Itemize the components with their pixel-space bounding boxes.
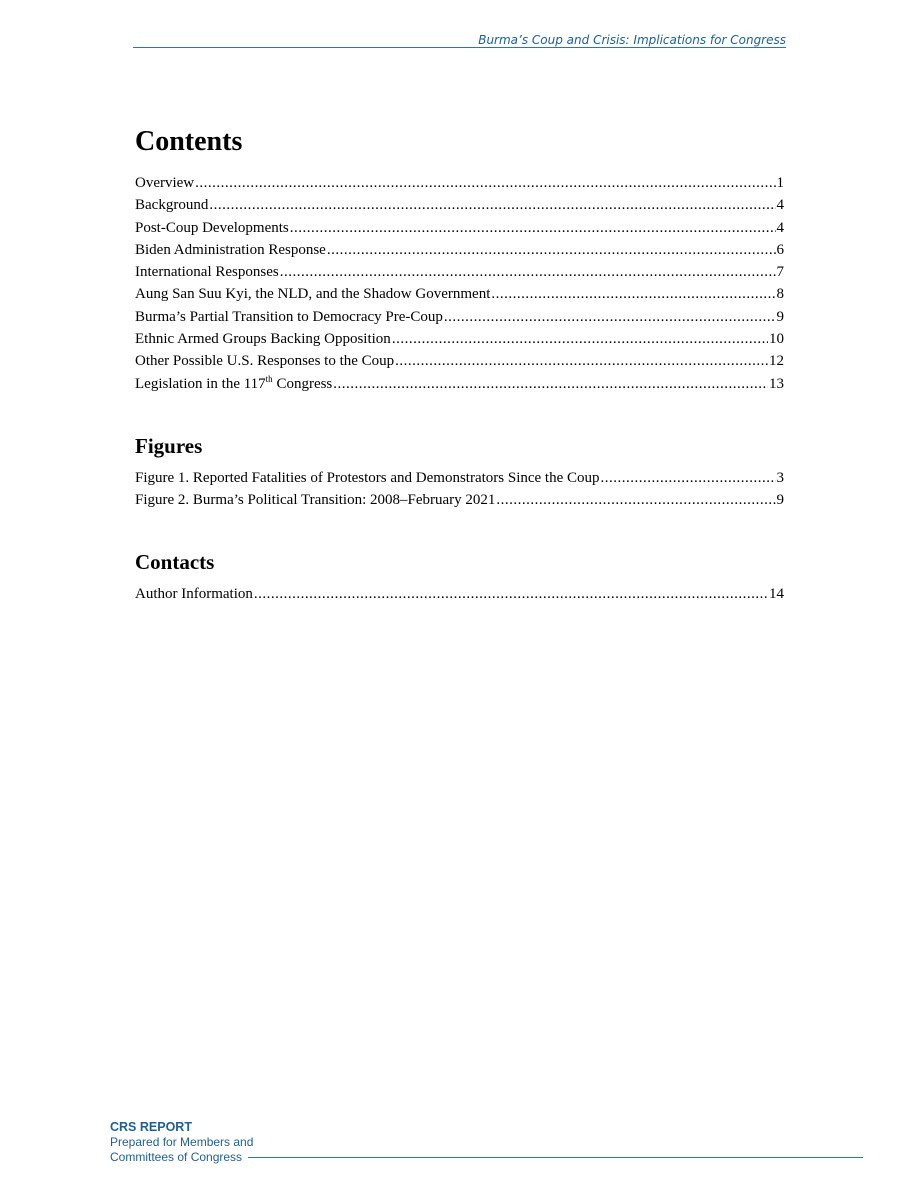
dot-leader (254, 585, 768, 603)
toc-entry-page: 7 (776, 264, 784, 281)
toc-entry-figure-1[interactable] (135, 469, 784, 491)
contents-list (135, 174, 784, 397)
toc-entry-post-coup-developments[interactable] (135, 219, 784, 241)
toc-entry-page: 13 (769, 375, 784, 392)
toc-entry-page: 9 (776, 492, 784, 509)
toc-entry-title: Other Possible U.S. Responses to the Coup (135, 353, 395, 370)
dot-leader (209, 196, 775, 214)
toc-entry-author-information[interactable] (135, 585, 784, 607)
toc-entry-figure-2[interactable] (135, 491, 784, 513)
toc-entry-title: Aung San Suu Kyi, the NLD, and the Shadow Government (135, 286, 491, 303)
toc-entry-title: Burma’s Partial Transition to Democracy Pre-Coup (135, 308, 443, 325)
toc-entry-title: Post-Coup Developments (135, 219, 289, 236)
figures-list (135, 469, 784, 514)
toc-entry-page: 4 (776, 219, 784, 236)
running-header: Burma’s Coup and Crisis: Implications for Congress (478, 33, 786, 47)
dot-leader (333, 375, 768, 393)
toc-entry-page: 8 (776, 286, 784, 303)
toc-entry-biden-administration-response[interactable] (135, 241, 784, 263)
toc-entry-title: Background (135, 197, 209, 214)
contacts-list (135, 585, 784, 607)
toc-entry-title: Author Information (135, 586, 253, 602)
toc-entry-title: International Responses (135, 264, 279, 281)
dot-leader (601, 469, 776, 487)
toc-entry-legislation[interactable] (135, 375, 784, 397)
toc-entry-page: 3 (776, 470, 784, 486)
figures-heading: Figures (135, 434, 203, 458)
footer-rule (248, 1157, 863, 1158)
dot-leader (290, 219, 776, 237)
dot-leader (496, 491, 775, 509)
brand-title: CRS REPORT (110, 1120, 192, 1134)
toc-entry-title-suffix: Congress (272, 375, 333, 392)
dot-leader (392, 330, 768, 348)
toc-entry-title (135, 375, 332, 393)
toc-entry-page: 12 (769, 353, 784, 370)
toc-entry-title-superscript: th (265, 373, 273, 384)
toc-entry-title: Ethnic Armed Groups Backing Opposition (135, 331, 391, 348)
dot-leader (195, 174, 775, 192)
header-rule (133, 47, 786, 48)
toc-entry-title: Figure 1. Reported Fatalities of Protestors and Demonstrators Since the Coup (135, 470, 600, 486)
dot-leader (491, 285, 775, 303)
toc-entry-partial-transition[interactable] (135, 308, 784, 330)
toc-entry-international-responses[interactable] (135, 263, 784, 285)
toc-entry-page: 4 (776, 197, 784, 214)
toc-entry-background[interactable] (135, 196, 784, 218)
contents-heading: Contents (135, 126, 243, 157)
toc-entry-title: Biden Administration Response (135, 241, 326, 258)
toc-entry-ethnic-armed-groups[interactable] (135, 330, 784, 352)
toc-entry-page: 10 (769, 331, 784, 348)
toc-entry-page: 9 (776, 308, 784, 325)
dot-leader (327, 241, 776, 259)
brand-line-2: Committees of Congress (110, 1150, 243, 1164)
contacts-heading: Contacts (135, 550, 215, 574)
brand-line-1: Prepared for Members and (110, 1135, 254, 1149)
toc-entry-page: 6 (776, 241, 784, 258)
dot-leader (395, 352, 768, 370)
toc-entry-title: Figure 2. Burma’s Political Transition: 2008–February 2021 (135, 492, 496, 509)
toc-entry-overview[interactable] (135, 174, 784, 196)
toc-entry-aung-san-suu-kyi[interactable] (135, 285, 784, 307)
toc-entry-page: 14 (769, 586, 784, 602)
toc-entry-other-us-responses[interactable] (135, 352, 784, 374)
toc-entry-title: Overview (135, 175, 195, 191)
toc-entry-title-prefix: Legislation in the 117 (135, 375, 266, 392)
dot-leader (280, 263, 776, 281)
dot-leader (444, 308, 776, 326)
toc-entry-page: 1 (776, 175, 784, 191)
crs-report-brand (110, 1120, 253, 1165)
